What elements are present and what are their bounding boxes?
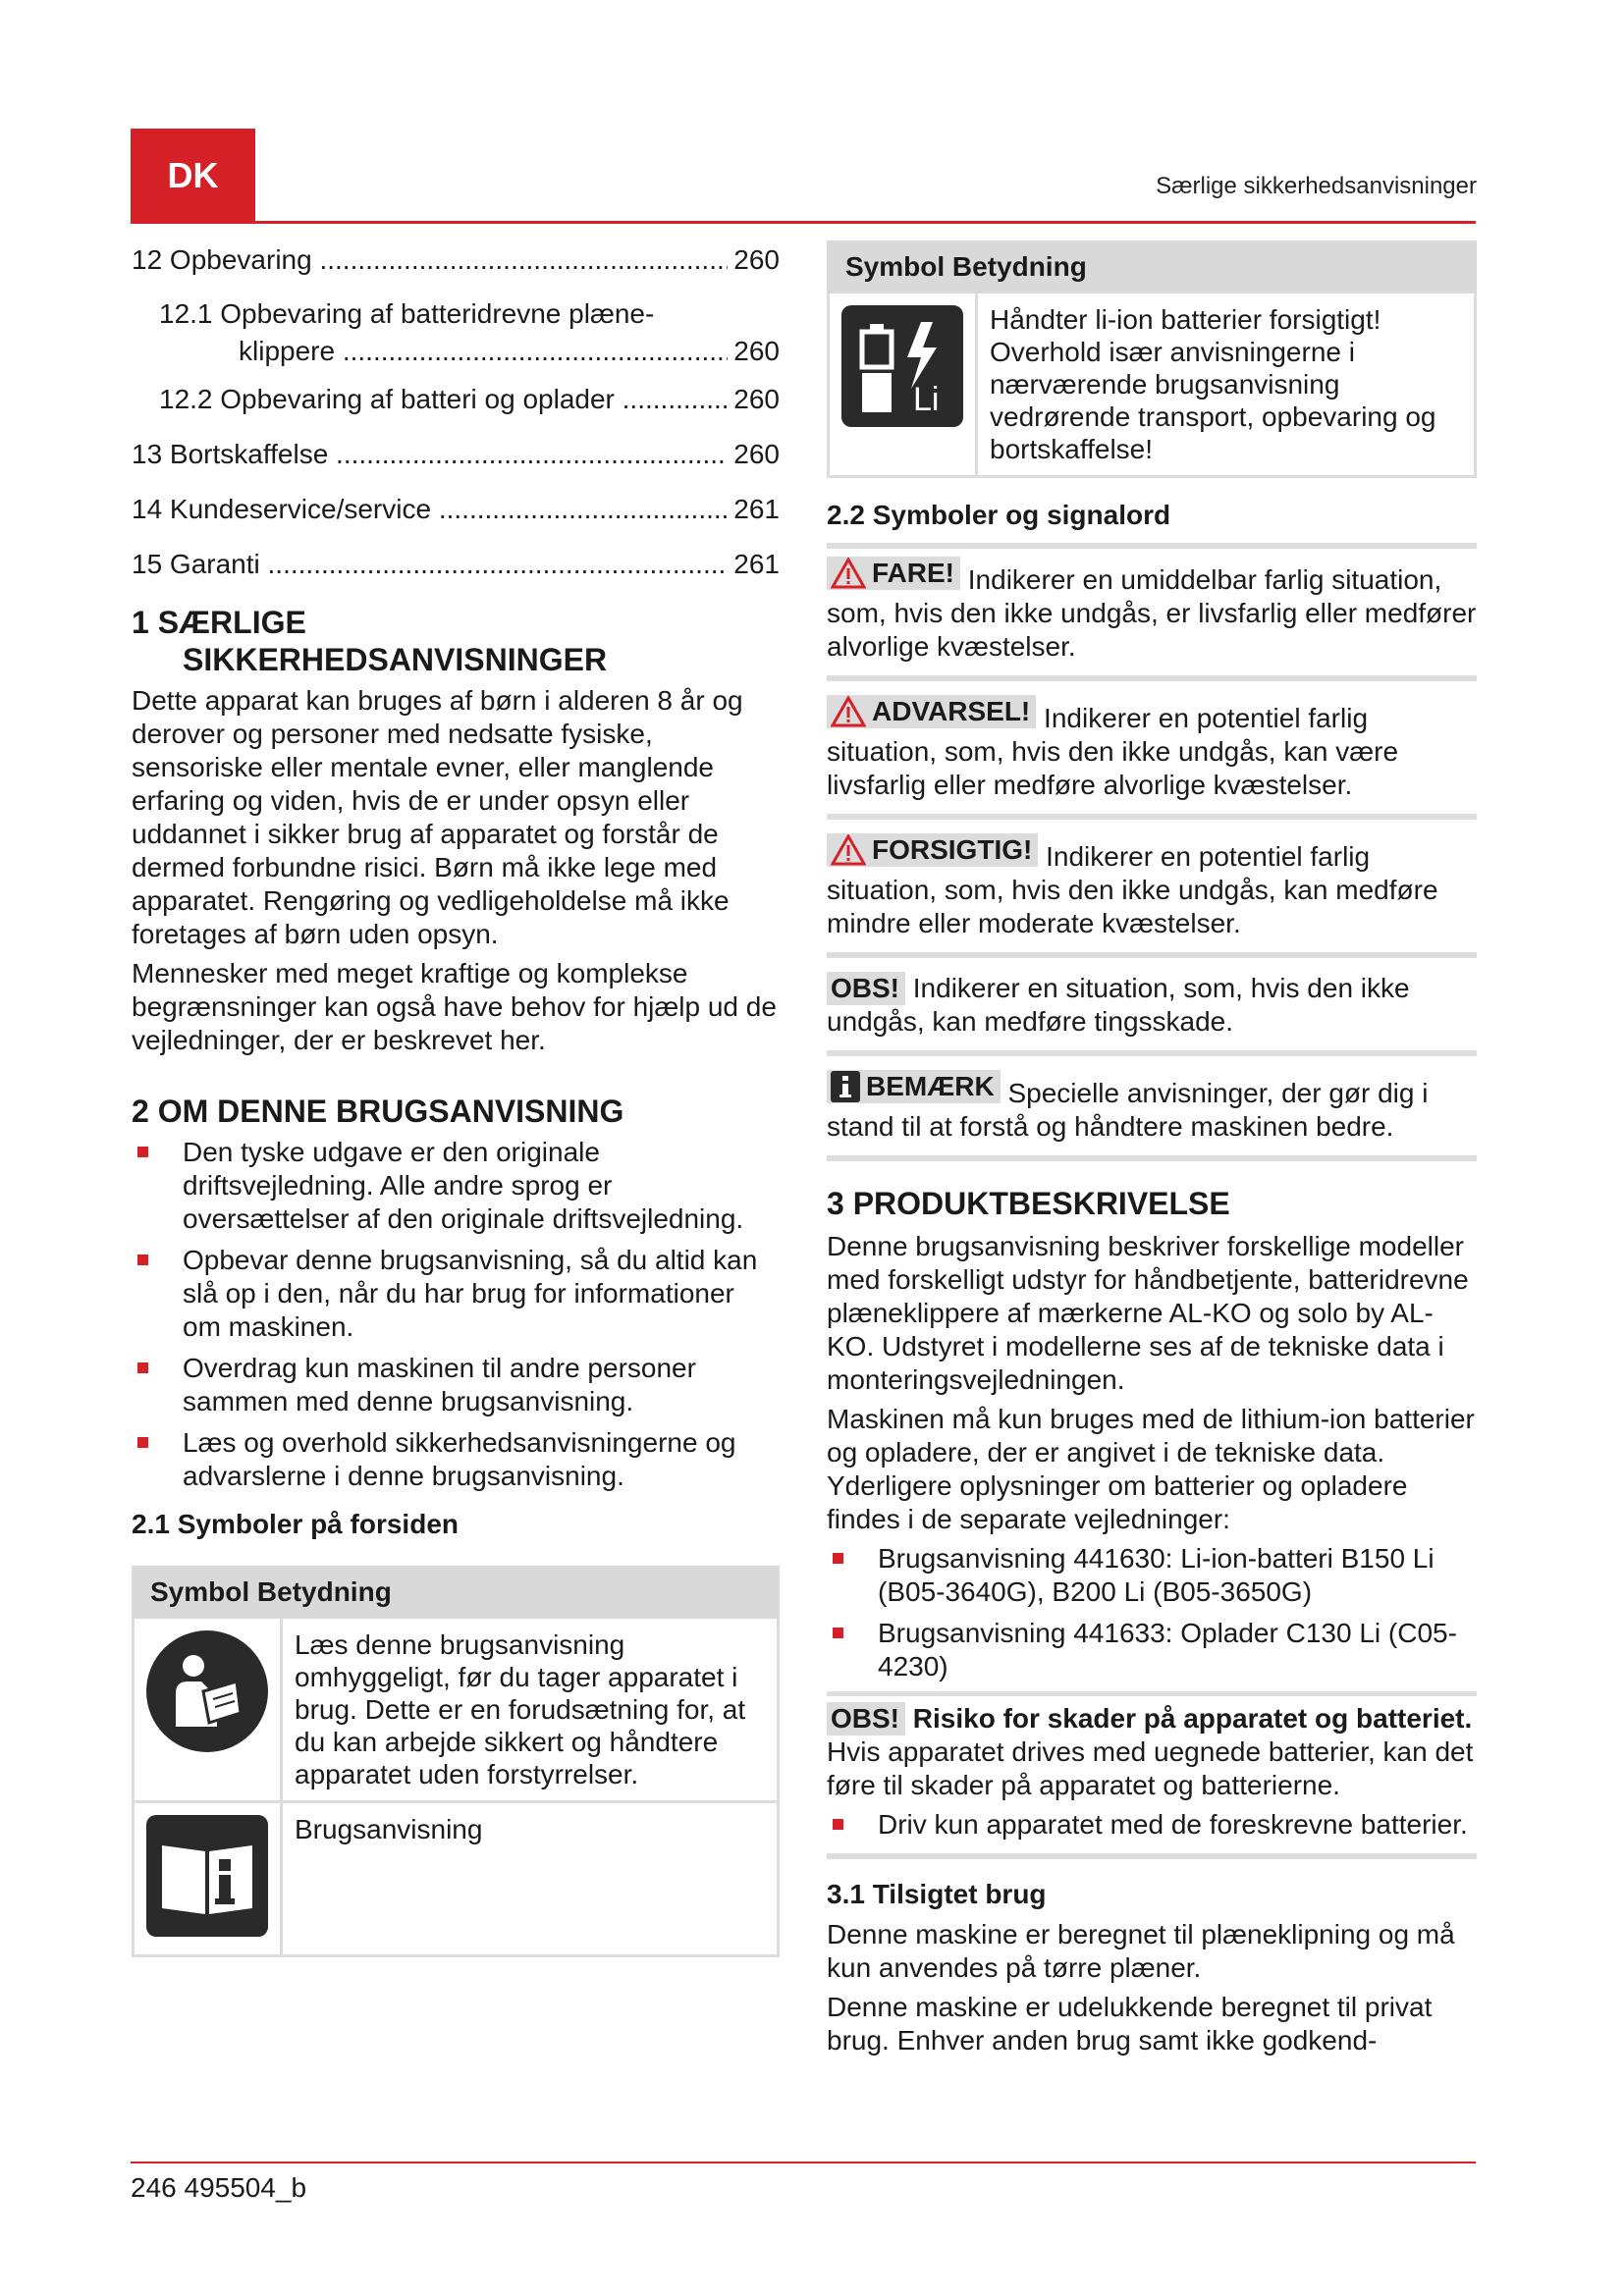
divider xyxy=(827,1853,1477,1859)
signal-label: OBS! xyxy=(831,973,899,1003)
signal-block-bemaerk xyxy=(827,1070,1477,1144)
description-cell: Brugsanvisning xyxy=(282,1802,779,1956)
toc-item[interactable] xyxy=(132,545,780,584)
description-cell: Håndter li-ion batterier forsigtigt! Overhold især anvisningerne i nærværende brugsanvisning vedrørende transport, opbevaring og bortskaffelse! xyxy=(977,293,1476,477)
toc-item[interactable] xyxy=(132,435,780,474)
list-item xyxy=(827,1542,1477,1609)
toc-page: 260 xyxy=(733,336,780,366)
paragraph: Denne maskine er udelukkende beregnet til privat brug. Enhver anden brug samt ikke godkend- xyxy=(827,1992,1433,2056)
toc-item[interactable] xyxy=(159,295,780,370)
bullet-marker xyxy=(833,1628,843,1638)
table-header: Symbol Betydning xyxy=(829,242,1476,293)
list-text: Brugsanvisning 441630: Li-ion-batteri B150 Li (B05-3640G), B200 Li (B05-3650G) xyxy=(878,1543,1435,1607)
list-text: Læs og overhold sikkerhedsanvisningerne og advarslerne i denne brugsanvisning. xyxy=(183,1427,736,1491)
description-cell: Læs denne brugsanvisning omhyggeligt, før du tager apparatet i brug. Dette er en forudsætning for, at du kan arbejde sikkert og håndtere apparatet uden forstyrrelser. xyxy=(282,1618,779,1802)
signal-label: FARE! xyxy=(872,558,954,588)
signal-word xyxy=(827,557,960,590)
notice-text: Hvis apparatet drives med uegnede batterier, kan det føre til skader på apparatet og batterierne. xyxy=(827,1736,1474,1800)
bullet-marker xyxy=(833,1819,843,1830)
bullet-list xyxy=(827,1542,1477,1683)
signal-label: BEMÆRK xyxy=(866,1071,995,1101)
list-item xyxy=(132,1352,780,1418)
signal-text: Specielle anvisninger, der gør dig i stand til at forstå og håndtere maskinen bedre. xyxy=(827,1078,1429,1142)
signal-word xyxy=(827,695,1036,728)
right-column xyxy=(827,240,1477,2063)
icon-cell xyxy=(134,1802,282,1956)
header-rule xyxy=(131,221,1476,224)
subsection-heading: 2.1 Symboler på forsiden xyxy=(132,1509,459,1539)
left-column xyxy=(132,240,780,1957)
bullet-marker xyxy=(137,1147,148,1157)
toc-page: 260 xyxy=(733,384,780,414)
bullet-marker xyxy=(137,1255,148,1265)
warning-triangle-icon xyxy=(831,696,866,727)
warning-triangle-icon xyxy=(831,558,866,589)
list-text: Den tyske udgave er den originale driftsvejledning. Alle andre sprog er oversættelser af den originale driftsvejledning. xyxy=(183,1137,744,1234)
toc-title: 14 Kundeservice/service ..... xyxy=(132,490,728,529)
list-text: Brugsanvisning 441633: Oplader C130 Li (C05-4230) xyxy=(878,1618,1457,1682)
divider xyxy=(827,1050,1477,1056)
divider xyxy=(827,1155,1477,1161)
list-item xyxy=(827,1617,1477,1683)
paragraph: Denne maskine er beregnet til plæneklipning og må kun anvendes på tørre plæner. xyxy=(827,1919,1455,1983)
toc-title: 12.1 Opbevaring af batteridrevne plæne- xyxy=(159,298,655,329)
paragraph: Mennesker med meget kraftige og komplekse begrænsninger kan også have behov for hjælp ud de vejledninger, der er beskrevet her. xyxy=(132,958,777,1055)
svg-text:Li: Li xyxy=(913,381,940,418)
icon-cell xyxy=(134,1618,282,1802)
signal-label: FORSIGTIG! xyxy=(872,834,1033,865)
signal-block-obs xyxy=(827,972,1477,1039)
section-heading xyxy=(132,604,780,678)
toc-item[interactable] xyxy=(159,380,780,419)
toc-page: 260 xyxy=(733,439,780,469)
section-heading: 2 OM DENNE BRUGSANVISNING xyxy=(132,1094,624,1129)
info-icon xyxy=(831,1071,860,1102)
paragraph: Dette apparat kan bruges af børn i alderen 8 år og derover og personer med nedsatte fysiske, sensoriske eller mentale evner, eller manglende erfaring og viden, hvis de er under opsyn eller uddannet i sikker brug af apparatet og forstår de dermed forbundne risici. Børn må ikke lege med apparatet. Rengøring og vedligeholdelse må ikke foretages af børn uden opsyn. xyxy=(132,685,743,949)
toc-title: 15 Garanti ..... xyxy=(132,545,728,584)
table-row xyxy=(829,293,1476,477)
signal-text: Indikerer en umiddelbar farlig situation, som, hvis den ikke undgås, er livsfarlig eller medfører alvorlige kvæstelser. xyxy=(827,564,1477,662)
toc-title: 12 Opbevaring ..... xyxy=(132,240,728,280)
heading-line: SIKKERHEDSANVISNINGER xyxy=(183,642,608,677)
signal-text: Indikerer en situation, som, hvis den ikke undgås, kan medføre tingsskade. xyxy=(827,973,1410,1037)
list-item xyxy=(827,1808,1477,1842)
signal-text: Indikerer en potentiel farlig situation, som, hvis den ikke undgås, kan være livsfarlig eller medføre alvorlige kvæstelser. xyxy=(827,703,1399,800)
signal-text: Indikerer en potentiel farlig situation, som, hvis den ikke undgås, kan medføre mindre eller moderate kvæstelser. xyxy=(827,841,1438,938)
subsection-heading: 2.2 Symboler og signalord xyxy=(827,500,1171,530)
li-ion-battery-icon xyxy=(841,305,963,427)
signal-label: OBS! xyxy=(831,1703,899,1734)
signal-label: ADVARSEL! xyxy=(872,696,1031,726)
list-item xyxy=(132,1426,780,1493)
list-text: Opbevar denne brugsanvisning, så du altid kan slå op i den, når du har brug for informationer om maskinen. xyxy=(183,1245,758,1342)
paragraph: Denne brugsanvisning beskriver forskellige modeller med forskelligt udstyr for håndbetjente, batteridrevne plæneklippere af mærkerne AL-KO og solo by AL-KO. Udstyret i modellerne ses af de tekniske data i monteringsvejledningen. xyxy=(827,1231,1469,1395)
symbol-table xyxy=(132,1566,780,1957)
footer-rule xyxy=(131,2162,1476,2163)
signal-block-fare xyxy=(827,543,1477,664)
notice-block xyxy=(827,1691,1477,1842)
paragraph: Maskinen må kun bruges med de lithium-ion batterier og opladere, der er angivet i de tekniske data. Yderligere oplysninger om batterier og opladere findes i de separate vejledninger: xyxy=(827,1404,1475,1534)
toc-item[interactable] xyxy=(132,490,780,529)
bullet-list xyxy=(132,1136,780,1493)
table-row xyxy=(134,1618,779,1802)
heading-line: 1 SÆRLIGE xyxy=(132,605,306,640)
language-tab: DK xyxy=(131,129,255,223)
page-number: 246 495504_b xyxy=(131,2172,307,2203)
notice-bold: Risiko for skader på apparatet og batteriet. xyxy=(912,1703,1473,1734)
table-of-contents xyxy=(132,240,780,584)
divider xyxy=(827,814,1477,820)
signal-block-forsigtig xyxy=(827,833,1477,940)
toc-title: 13 Bortskaffelse ..... xyxy=(132,435,728,474)
bullet-list xyxy=(827,1808,1477,1842)
signal-block-advarsel xyxy=(827,695,1477,802)
list-text: Overdrag kun maskinen til andre personer sammen med denne brugsanvisning. xyxy=(183,1353,696,1416)
toc-title: 12.2 Opbevaring af batteri og oplader ..... xyxy=(159,380,728,419)
list-item xyxy=(132,1136,780,1236)
section-heading: 3 PRODUKTBESKRIVELSE xyxy=(827,1186,1230,1221)
bullet-marker xyxy=(833,1553,843,1564)
toc-page: 261 xyxy=(733,494,780,524)
bullet-marker xyxy=(137,1362,148,1373)
list-item xyxy=(132,1244,780,1344)
list-text: Driv kun apparatet med de foreskrevne batterier. xyxy=(878,1809,1468,1840)
icon-cell xyxy=(829,293,977,477)
signal-word xyxy=(827,1070,1001,1103)
bullet-marker xyxy=(137,1437,148,1448)
symbol-table xyxy=(827,240,1477,478)
running-head: Særlige sikkerhedsanvisninger xyxy=(1156,173,1477,199)
toc-page: 260 xyxy=(733,244,780,275)
toc-item[interactable] xyxy=(132,240,780,280)
warning-triangle-icon xyxy=(831,834,866,866)
divider xyxy=(827,675,1477,681)
signal-word xyxy=(827,1702,905,1735)
toc-page: 261 xyxy=(733,549,780,579)
divider xyxy=(827,952,1477,958)
read-manual-icon xyxy=(146,1630,268,1752)
table-header: Symbol Betydning xyxy=(134,1568,779,1618)
manual-info-icon xyxy=(146,1815,268,1937)
subsection-heading: 3.1 Tilsigtet brug xyxy=(827,1879,1047,1909)
signal-word xyxy=(827,833,1038,867)
toc-title-cont: klippere ..... xyxy=(239,333,728,370)
signal-word xyxy=(827,972,905,1005)
table-row xyxy=(134,1802,779,1956)
